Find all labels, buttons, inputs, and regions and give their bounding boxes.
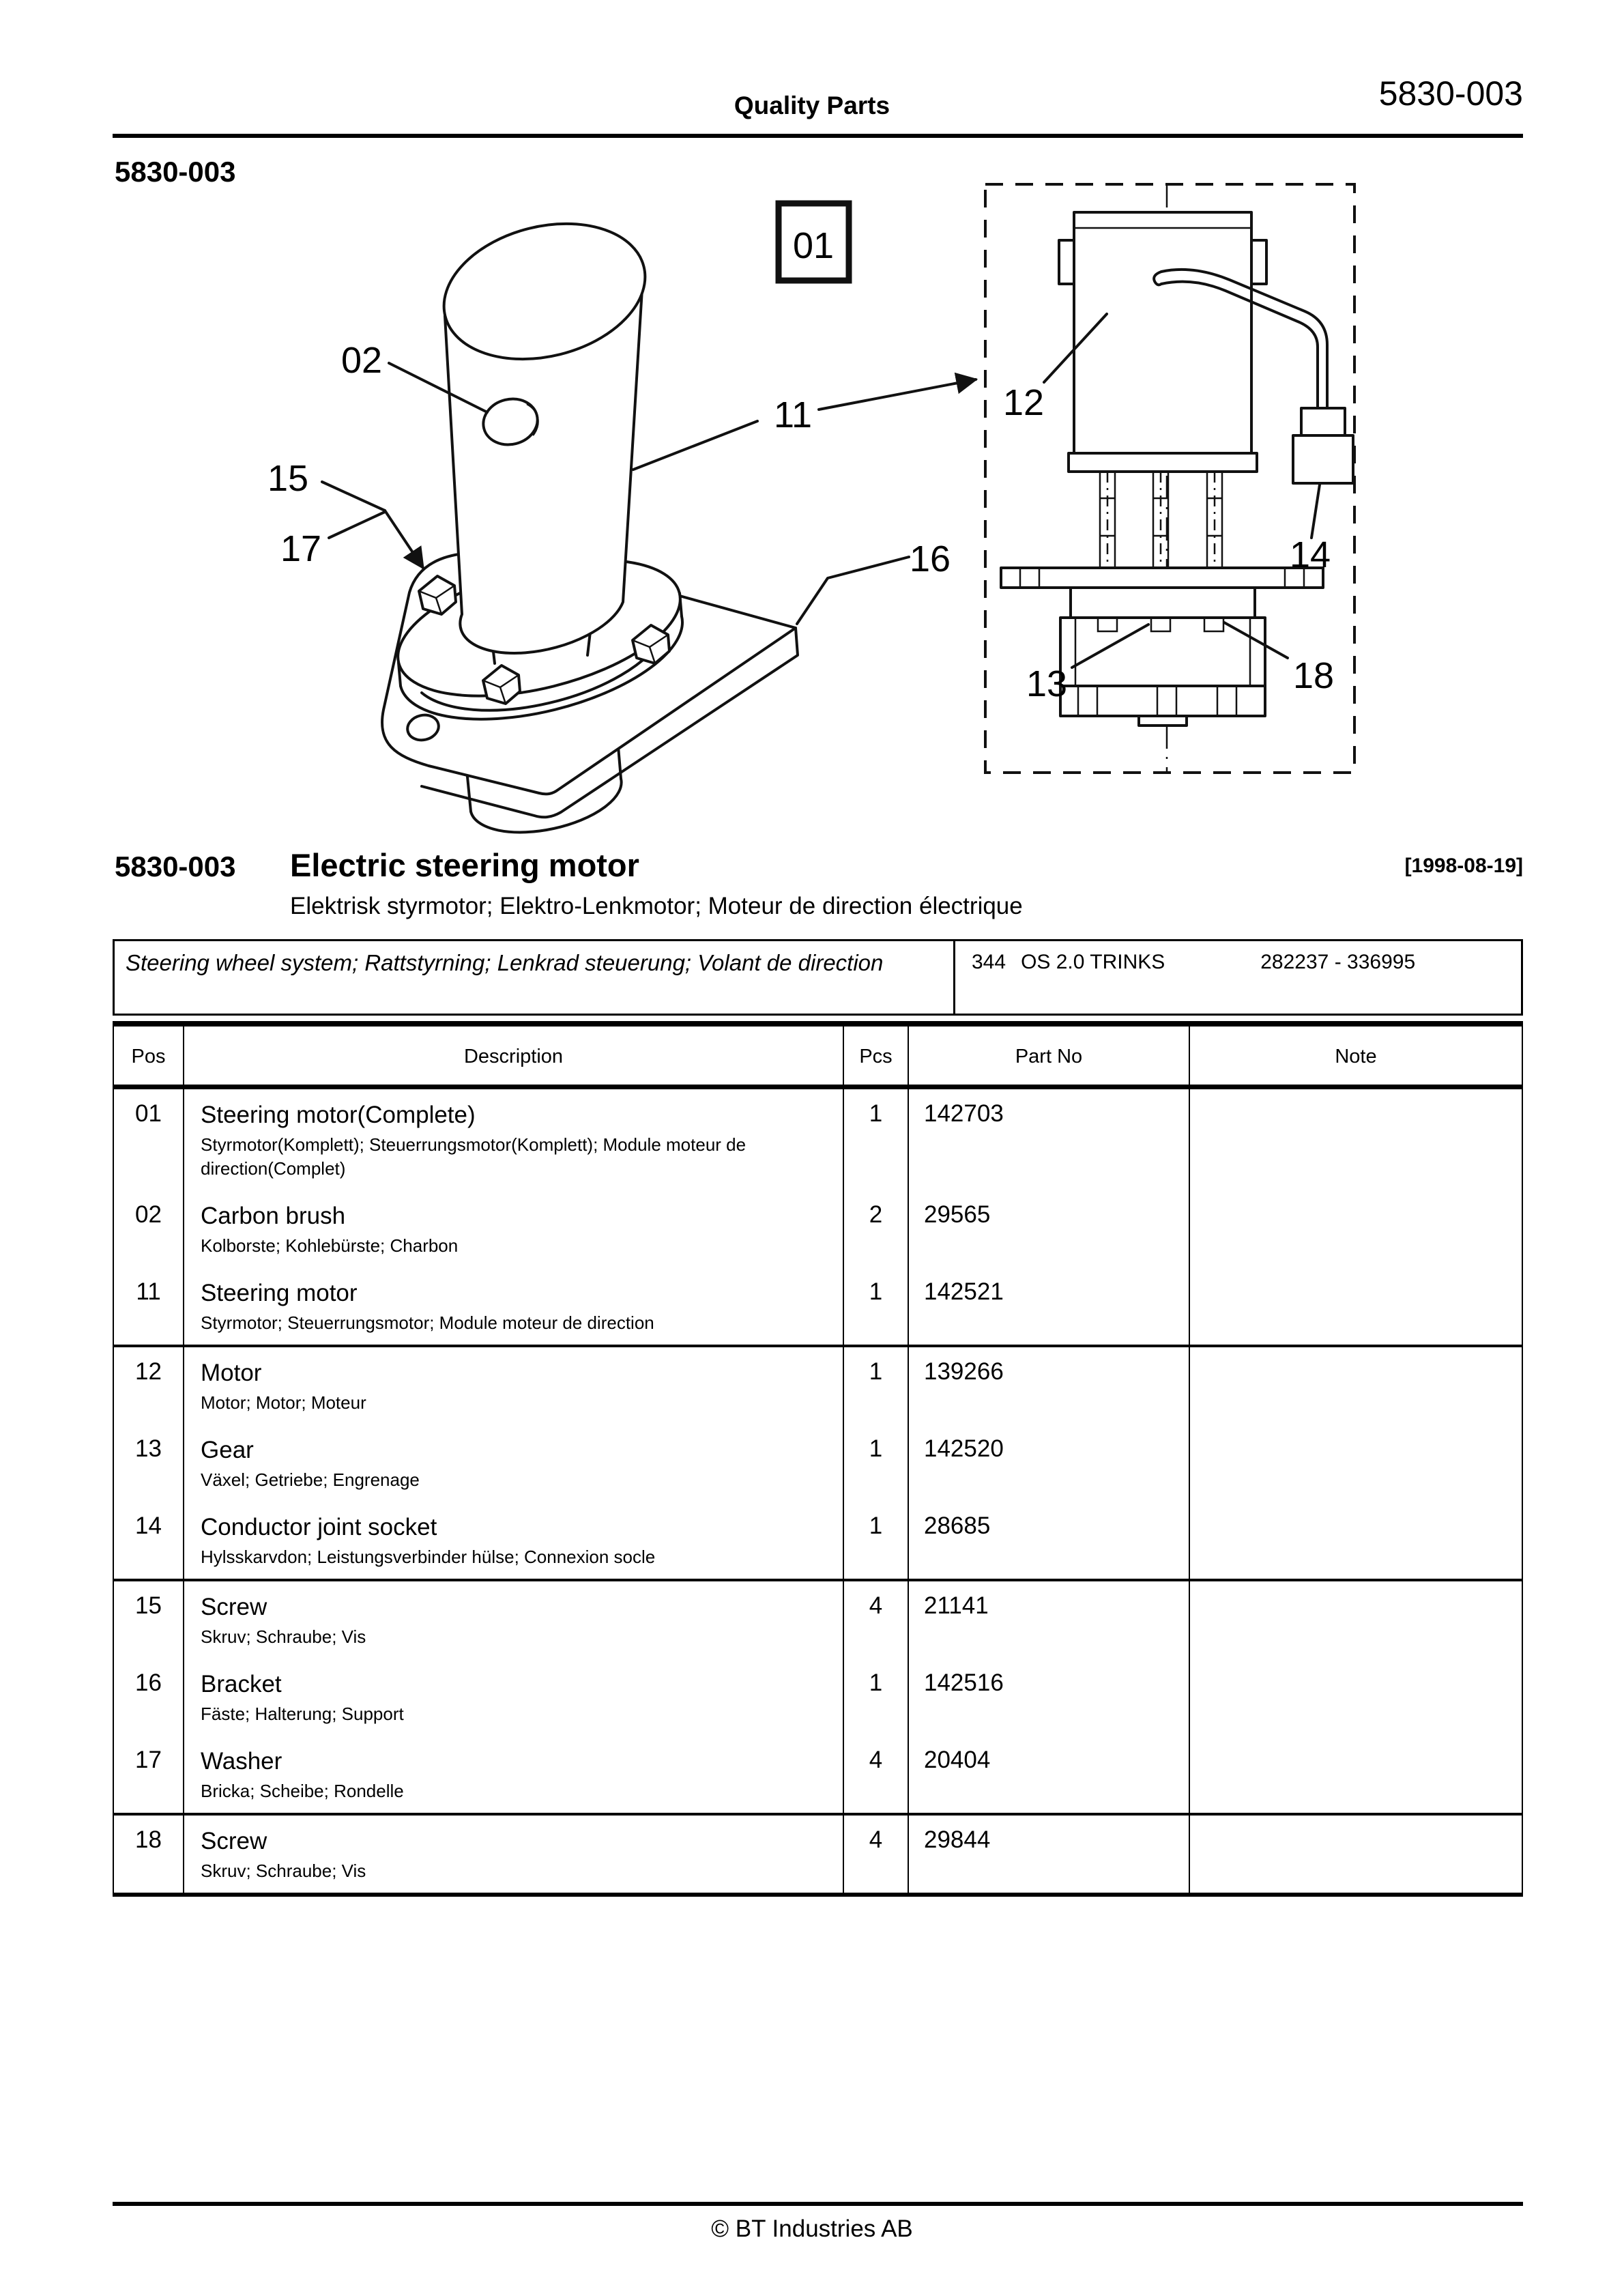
- title-code: 5830-003: [115, 850, 236, 882]
- parts-table-header: [114, 1027, 1522, 1089]
- row-note: [1190, 1736, 1522, 1813]
- parts-table: [113, 1021, 1523, 1897]
- system-info-box: [113, 939, 1523, 1016]
- leader-line-16: [797, 557, 909, 624]
- table-row: [114, 1502, 1522, 1579]
- row-part-no: 139266: [909, 1347, 1190, 1424]
- row-note: [1190, 1424, 1522, 1502]
- row-description: [184, 1659, 844, 1736]
- row-note: [1190, 1267, 1522, 1345]
- wire-connector: [1293, 408, 1353, 483]
- row-note: [1190, 1659, 1522, 1736]
- description-main: Motor: [201, 1360, 262, 1386]
- figure: [102, 177, 1392, 846]
- row-description: [184, 1736, 844, 1813]
- description-translations: Skruv; Schraube; Vis: [201, 1626, 366, 1647]
- table-row: [114, 1345, 1522, 1424]
- description-translations: Bricka; Scheibe; Rondelle: [201, 1781, 404, 1801]
- row-note: [1190, 1816, 1522, 1893]
- description-main: Carbon brush: [201, 1203, 346, 1229]
- row-part-no: 29565: [909, 1190, 1190, 1267]
- row-pos: 13: [114, 1424, 184, 1502]
- row-pcs: 4: [844, 1581, 909, 1659]
- model-code: 344: [972, 951, 1006, 973]
- section-number: 5830-003: [115, 156, 236, 188]
- callout-16-label: 16: [909, 539, 951, 579]
- description-main: Screw: [201, 1594, 267, 1620]
- col-header-note: Note: [1335, 1046, 1377, 1067]
- description-main: Washer: [201, 1748, 282, 1775]
- table-row: [114, 1424, 1522, 1502]
- callout-17-label: 17: [280, 528, 322, 569]
- description-main: Steering motor(Complete): [201, 1102, 476, 1128]
- motor-tab: [1059, 240, 1074, 284]
- footer-rule: [113, 2202, 1523, 2206]
- revision-date: [1998-08-19]: [1404, 855, 1523, 877]
- row-description: [184, 1502, 844, 1579]
- leader-line-15: [322, 482, 385, 511]
- row-part-no: 21141: [909, 1581, 1190, 1659]
- row-pos: 02: [114, 1190, 184, 1267]
- header-rule: [113, 134, 1523, 138]
- table-row: [114, 1659, 1522, 1736]
- callout-18-label: 18: [1292, 655, 1335, 696]
- row-pcs: 4: [844, 1736, 909, 1813]
- serial-range: 282237 - 336995: [1260, 951, 1416, 973]
- row-note: [1190, 1089, 1522, 1190]
- row-pos: 01: [114, 1089, 184, 1190]
- col-header-description: Description: [184, 1027, 844, 1085]
- table-row: [114, 1736, 1522, 1813]
- row-pos: 17: [114, 1736, 184, 1813]
- description-translations: Skruv; Schraube; Vis: [201, 1861, 366, 1881]
- model-name: OS 2.0 TRINKS: [1021, 951, 1165, 973]
- row-part-no: 28685: [909, 1502, 1190, 1579]
- system-description: Steering wheel system; Rattstyrning; Lenkrad steuerung; Volant de direction: [115, 941, 955, 1014]
- motor-tab: [1251, 240, 1266, 284]
- row-description: [184, 1424, 844, 1502]
- parts-table-body: [114, 1089, 1522, 1893]
- table-row: [114, 1267, 1522, 1345]
- row-part-no: 142520: [909, 1424, 1190, 1502]
- row-pcs: 1: [844, 1424, 909, 1502]
- row-pcs: 1: [844, 1347, 909, 1424]
- description-main: Conductor joint socket: [201, 1514, 437, 1540]
- col-header-part-no: Part No: [909, 1027, 1190, 1085]
- description-main: Bracket: [201, 1671, 282, 1697]
- document-number: 5830-003: [1378, 74, 1523, 113]
- row-pcs: 1: [844, 1659, 909, 1736]
- row-pos: 16: [114, 1659, 184, 1736]
- model-info: [955, 941, 1521, 1014]
- row-pcs: 1: [844, 1267, 909, 1345]
- title-translations: Elektrisk styrmotor; Elektro-Lenkmotor; Moteur de direction électrique: [290, 893, 1023, 919]
- col-header-pcs: Pcs: [844, 1027, 909, 1085]
- footer-copyright: © BT Industries AB: [711, 2215, 913, 2242]
- row-pos: 12: [114, 1347, 184, 1424]
- description-translations: Kolborste; Kohlebürste; Charbon: [201, 1235, 459, 1256]
- page-header-title: Quality Parts: [734, 91, 890, 119]
- row-description: [184, 1089, 844, 1190]
- description-main: Screw: [201, 1828, 267, 1854]
- row-note: [1190, 1190, 1522, 1267]
- callout-15-label: 15: [267, 458, 309, 499]
- row-pos: 14: [114, 1502, 184, 1579]
- row-part-no: 142703: [909, 1089, 1190, 1190]
- col-header-pos: Pos: [114, 1027, 184, 1085]
- row-pos: 15: [114, 1581, 184, 1659]
- row-description: [184, 1816, 844, 1893]
- row-pos: 11: [114, 1267, 184, 1345]
- callout-13-label: 13: [1026, 663, 1068, 704]
- description-translations: Växel; Getriebe; Engrenage: [201, 1469, 420, 1490]
- motor-body: [1059, 212, 1266, 472]
- motor-cylinder: [429, 204, 659, 653]
- row-part-no: 29844: [909, 1816, 1190, 1893]
- description-main: Gear: [201, 1437, 254, 1463]
- description-translations: Motor; Motor; Moteur: [201, 1392, 366, 1413]
- leader-line-11: [633, 421, 757, 470]
- row-part-no: 142521: [909, 1267, 1190, 1345]
- description-translations: Styrmotor; Steuerrungsmotor; Module moteur de direction: [201, 1312, 654, 1333]
- leader-line-17: [329, 512, 385, 538]
- row-pcs: 1: [844, 1502, 909, 1579]
- row-pcs: 4: [844, 1816, 909, 1893]
- description-translations: Fäste; Halterung; Support: [201, 1704, 404, 1724]
- row-note: [1190, 1502, 1522, 1579]
- callout-11-label: 11: [773, 394, 813, 435]
- table-row: [114, 1579, 1522, 1659]
- row-pos: 18: [114, 1816, 184, 1893]
- table-row: [114, 1190, 1522, 1267]
- row-pcs: 1: [844, 1089, 909, 1190]
- description-translations: Hylsskarvdon; Leistungsverbinder hülse; Connexion socle: [201, 1547, 656, 1567]
- callout-01-label: 01: [792, 225, 835, 266]
- row-part-no: 142516: [909, 1659, 1190, 1736]
- row-part-no: 20404: [909, 1736, 1190, 1813]
- row-pcs: 2: [844, 1190, 909, 1267]
- leader-line-14: [1311, 485, 1320, 538]
- exploded-view-drawing: [102, 177, 1392, 846]
- callout-14-label: 14: [1289, 534, 1331, 575]
- row-note: [1190, 1581, 1522, 1659]
- arrow-15-17-to-bolt: [385, 511, 423, 568]
- callout-12-label: 12: [1002, 382, 1045, 423]
- callout-02-label: 02: [340, 340, 383, 381]
- description-main: Steering motor: [201, 1280, 358, 1306]
- row-description: [184, 1267, 844, 1345]
- row-description: [184, 1190, 844, 1267]
- row-description: [184, 1581, 844, 1659]
- page-title: Electric steering motor: [290, 847, 639, 883]
- description-translations: Styrmotor(Komplett); Steuerrungsmotor(Komplett); Module moteur de direction(Complet): [201, 1134, 746, 1179]
- steering-motor-assembly: [382, 204, 798, 833]
- table-row: [114, 1813, 1522, 1893]
- arrow-11-to-detail: [819, 379, 976, 410]
- row-note: [1190, 1347, 1522, 1424]
- row-description: [184, 1347, 844, 1424]
- detail-view-motor: [985, 184, 1354, 773]
- table-row: [114, 1089, 1522, 1190]
